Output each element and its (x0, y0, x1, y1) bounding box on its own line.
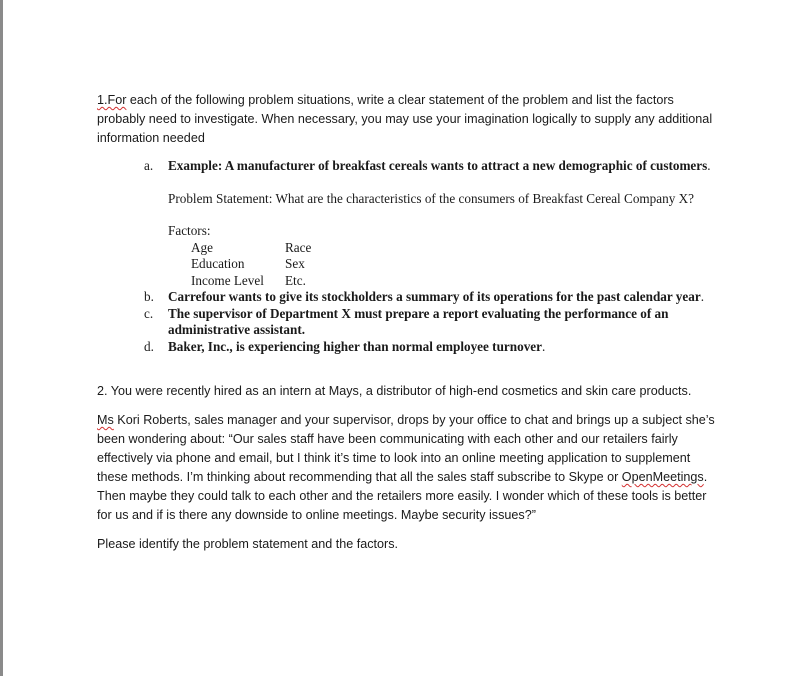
list-marker: d. (144, 338, 154, 354)
list-marker: a. (144, 158, 154, 173)
list-item-trail: . (700, 289, 704, 304)
factor-cell: Education (191, 256, 245, 271)
problem-statement: Problem Statement: What are the characteristics of the consumers of Breakfast Cereal Company X? (168, 190, 694, 206)
factors-table (97, 240, 717, 290)
q1-intro (97, 91, 717, 148)
page-edge (0, 0, 3, 676)
factor-cell: Age (191, 239, 213, 255)
list-item-text: Carrefour wants to give its stockholders a summary of its operations for the past calendar year (168, 289, 701, 304)
list-marker: b. (144, 289, 154, 304)
q2-story-part2: . Then maybe they could talk to each other and the retailers more easily. I wonder which of these tools is better for us and if is there any downside to online meetings. Maybe security issues?” (97, 470, 708, 522)
q2-story (97, 411, 717, 525)
list-item-trail: . (707, 158, 711, 173)
list-item-text: Example: A manufacturer of breakfast cereals wants to attract a new demographic of customers (168, 158, 708, 173)
q2-closing: Please identify the problem statement and the factors. (97, 537, 399, 551)
q1-list (97, 158, 717, 355)
spellcheck-word: OpenMeetings (621, 470, 704, 484)
list-item-a (97, 158, 717, 175)
spellcheck-word: 1.For (97, 93, 127, 107)
list-item-c (97, 306, 717, 339)
list-item-trail: . (542, 338, 546, 354)
factor-cell: Income Level (191, 272, 264, 288)
list-item-text: Baker, Inc., is experiencing higher than normal employee turnover (168, 338, 542, 354)
document-page (97, 91, 717, 554)
list-item-d (97, 339, 717, 356)
factor-cell: Sex (285, 256, 305, 271)
list-item-b (97, 289, 717, 306)
q1-intro-text: each of the following problem situations, write a clear statement of the problem and list the factors probably need to investigate. When necessary, you may use your imagination logically to supply any additional information needed (97, 93, 713, 145)
q2-intro: 2. You were recently hired as an intern at Mays, a distributor of high-end cosmetics and skin care products. (97, 384, 692, 398)
list-marker: c. (144, 305, 154, 321)
spellcheck-word: Ms (97, 413, 114, 427)
list-item-text: The supervisor of Department X must prepare a report evaluating the performance of an administrative assistant. (168, 305, 669, 337)
factor-cell: Etc. (285, 272, 306, 288)
factor-cell: Race (285, 239, 312, 255)
factors-label: Factors: (168, 223, 211, 238)
q2-story-part1: Kori Roberts, sales manager and your supervisor, drops by your office to chat and brings up a subject she’s been wondering about: “Our sales staff have been communicating with each other and our retailers fairly effectively via phone and email, but I think it’s time to look into an online meeting application to supplement these methods. I’m thinking about recommending that all the sales staff subscribe to Skype or (97, 413, 715, 484)
